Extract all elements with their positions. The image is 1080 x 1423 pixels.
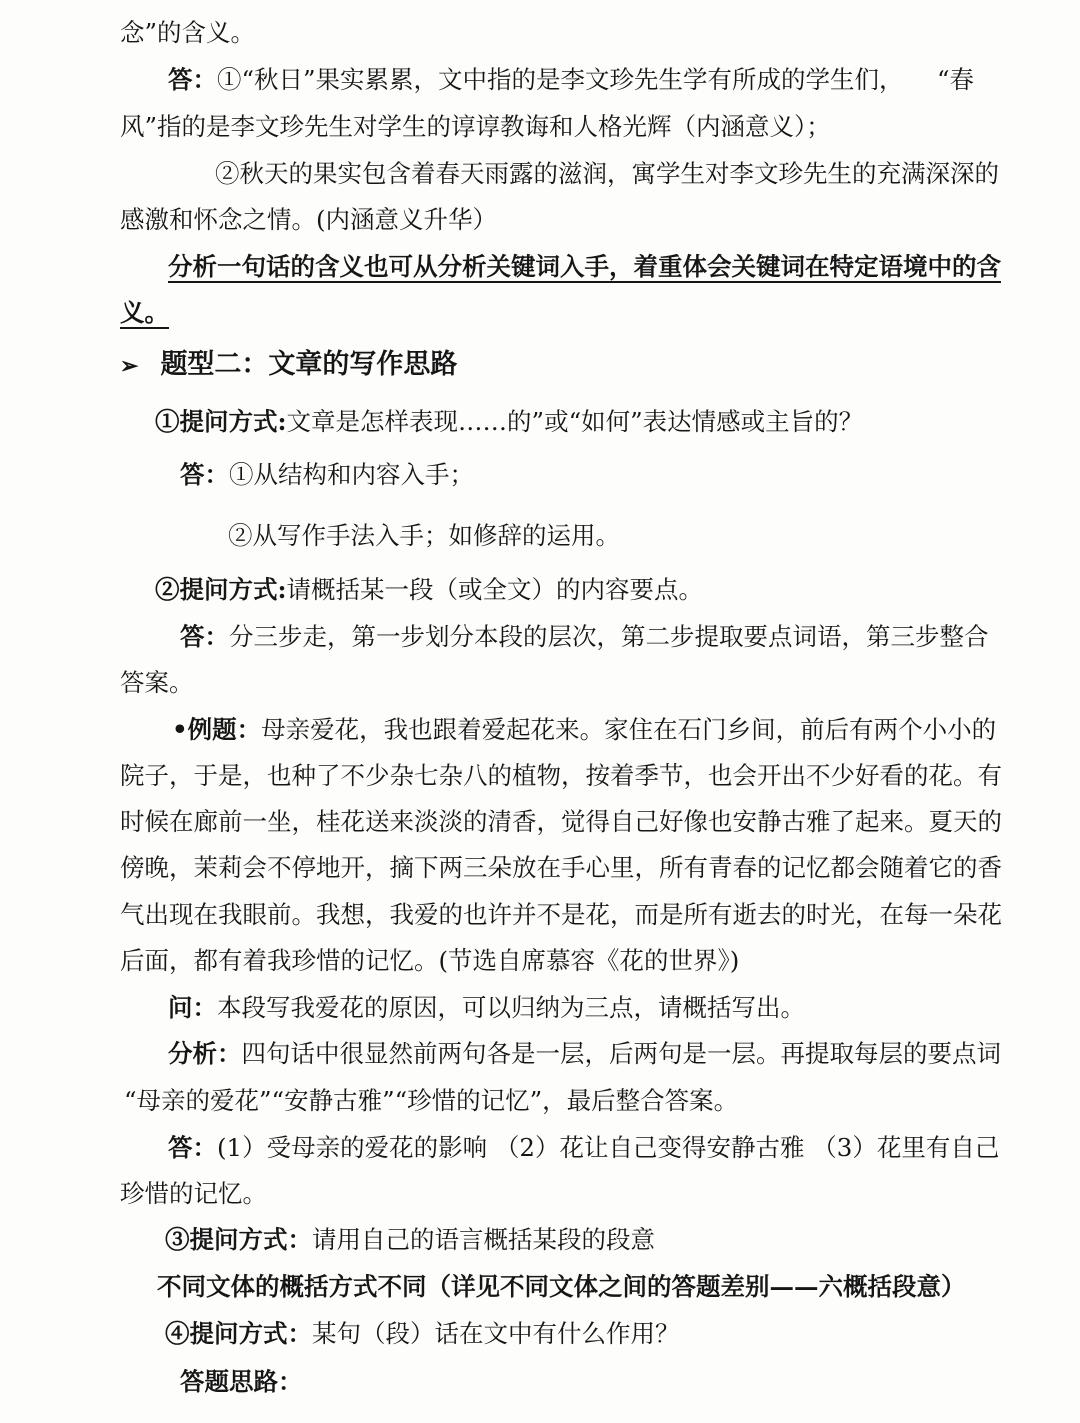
answer-2b-text: 答案。	[120, 668, 194, 697]
section-title: 题型二：文章的写作思路	[160, 349, 458, 380]
example-line-5	[120, 898, 1002, 932]
final-answer-line-2	[120, 1177, 267, 1211]
example-text-6: 后面，都有着我珍惜的记忆。(节选自席慕容《花的世界》)	[120, 946, 740, 975]
question-3-label: ③提问方式：	[165, 1225, 312, 1254]
text-l2: ①“秋日”果实累累，文中指的是李文珍先生学有所成的学生们，	[217, 65, 904, 94]
arrow-icon: ➢	[120, 353, 139, 379]
line-2	[168, 63, 974, 97]
answer-1-text: ①从结构和内容入手；	[229, 460, 474, 489]
text-l4: ②秋天的果实包含着春天雨露的滋润，寓学生对李文珍先生的充满深深的	[215, 159, 999, 188]
example-line-6	[120, 944, 739, 978]
question-3	[165, 1223, 655, 1257]
example-line-4	[120, 851, 1002, 885]
answer-2	[180, 620, 989, 654]
question-4	[165, 1317, 680, 1351]
line-3	[120, 110, 831, 144]
question-1-label: ①提问方式:	[155, 407, 287, 436]
text-l1: 念”的含义。	[120, 18, 256, 47]
question-line	[168, 991, 805, 1025]
analysis-line-1	[168, 1037, 1001, 1071]
line-5	[120, 203, 497, 237]
example-text-5: 气出现在我眼前。我想，我爱的也许并不是花，而是所有逝去的时光，在每一朵花	[120, 900, 1002, 929]
line-6-emphasis	[168, 250, 1001, 284]
question-4-label: ④提问方式：	[165, 1319, 312, 1348]
question-2	[155, 573, 703, 607]
example-label: •例题：	[172, 715, 262, 744]
text-l5: 感激和怀念之情。(内涵意义升华）	[120, 205, 498, 234]
question-2-text: 请概括某一段（或全文）的内容要点。	[286, 575, 704, 604]
answer-2b	[120, 666, 194, 700]
answer-label: 答：	[168, 65, 217, 94]
question-3-text: 请用自己的语言概括某段的段意	[312, 1225, 655, 1254]
example-line-2	[120, 759, 1002, 793]
answer-approach	[180, 1365, 303, 1399]
question-1-text: 文章是怎样表现……的”或“如何”表达情感或主旨的？	[286, 407, 864, 436]
text-l2-end: “春	[936, 65, 974, 94]
final-answer-label: 答：	[168, 1133, 217, 1162]
text-l3: 风”指的是李文珍先生对学生的谆谆教诲和人格光辉（内涵意义）；	[120, 112, 831, 141]
answer-1b-text: ②从写作手法入手；如修辞的运用。	[228, 521, 620, 550]
example-text-2: 院子，于是，也种了不少杂七杂八的植物，按着季节，也会开出不少好看的花。有	[120, 761, 1002, 790]
note-line	[157, 1270, 966, 1304]
answer-1-label: 答：	[180, 460, 229, 489]
answer-1	[180, 458, 474, 492]
final-answer-line-1	[168, 1131, 999, 1165]
question-label: 问：	[168, 993, 217, 1022]
text-l7: 义。	[120, 298, 169, 327]
answer-2-text: 分三步走，第一步划分本段的层次，第二步提取要点词语，第三步整合	[229, 622, 989, 651]
question-4-text: 某句（段）话在文中有什么作用？	[312, 1319, 680, 1348]
analysis-line-2	[124, 1084, 738, 1118]
answer-approach-text: 答题思路：	[180, 1367, 303, 1396]
final-answer-text-2: 珍惜的记忆。	[120, 1179, 267, 1208]
analysis-label: 分析：	[168, 1039, 242, 1068]
example-text-1: 母亲爱花，我也跟着爱起花来。家住在石门乡间，前后有两个小小的	[261, 715, 997, 744]
example-text-3: 时候在廊前一坐，桂花送来淡淡的清香，觉得自己好像也安静古雅了起来。夏天的	[120, 807, 1002, 836]
question-1	[155, 405, 863, 439]
text-l6: 分析一句话的含义也可从分析关键词入手，着重体会关键词在特定语境中的含	[168, 252, 1001, 281]
answer-1b	[228, 519, 620, 553]
question-2-label: ②提问方式:	[155, 575, 287, 604]
example-line-1	[172, 713, 996, 747]
section-heading	[120, 348, 457, 383]
question-text: 本段写我爱花的原因，可以归纳为三点，请概括写出。	[217, 993, 805, 1022]
note-text: 不同文体的概括方式不同（详见不同文体之间的答题差别——六概括段意）	[157, 1272, 966, 1301]
line-4	[215, 157, 999, 191]
line-1	[120, 16, 255, 50]
answer-2-label: 答：	[180, 622, 229, 651]
example-line-3	[120, 805, 1002, 839]
final-answer-text-1: (1）受母亲的爱花的影响 （2）花让自己变得安静古雅 （3）花里有自己	[217, 1133, 1000, 1162]
analysis-text-1: 四句话中很显然前两句各是一层，后两句是一层。再提取每层的要点词	[241, 1039, 1001, 1068]
line-7-emphasis	[120, 296, 169, 330]
example-text-4: 傍晚，茉莉会不停地开，摘下两三朵放在手心里，所有青春的记忆都会随着它的香	[120, 853, 1002, 882]
analysis-text-2: “母亲的爱花”“安静古雅”“珍惜的记忆”，最后整合答案。	[124, 1086, 739, 1115]
